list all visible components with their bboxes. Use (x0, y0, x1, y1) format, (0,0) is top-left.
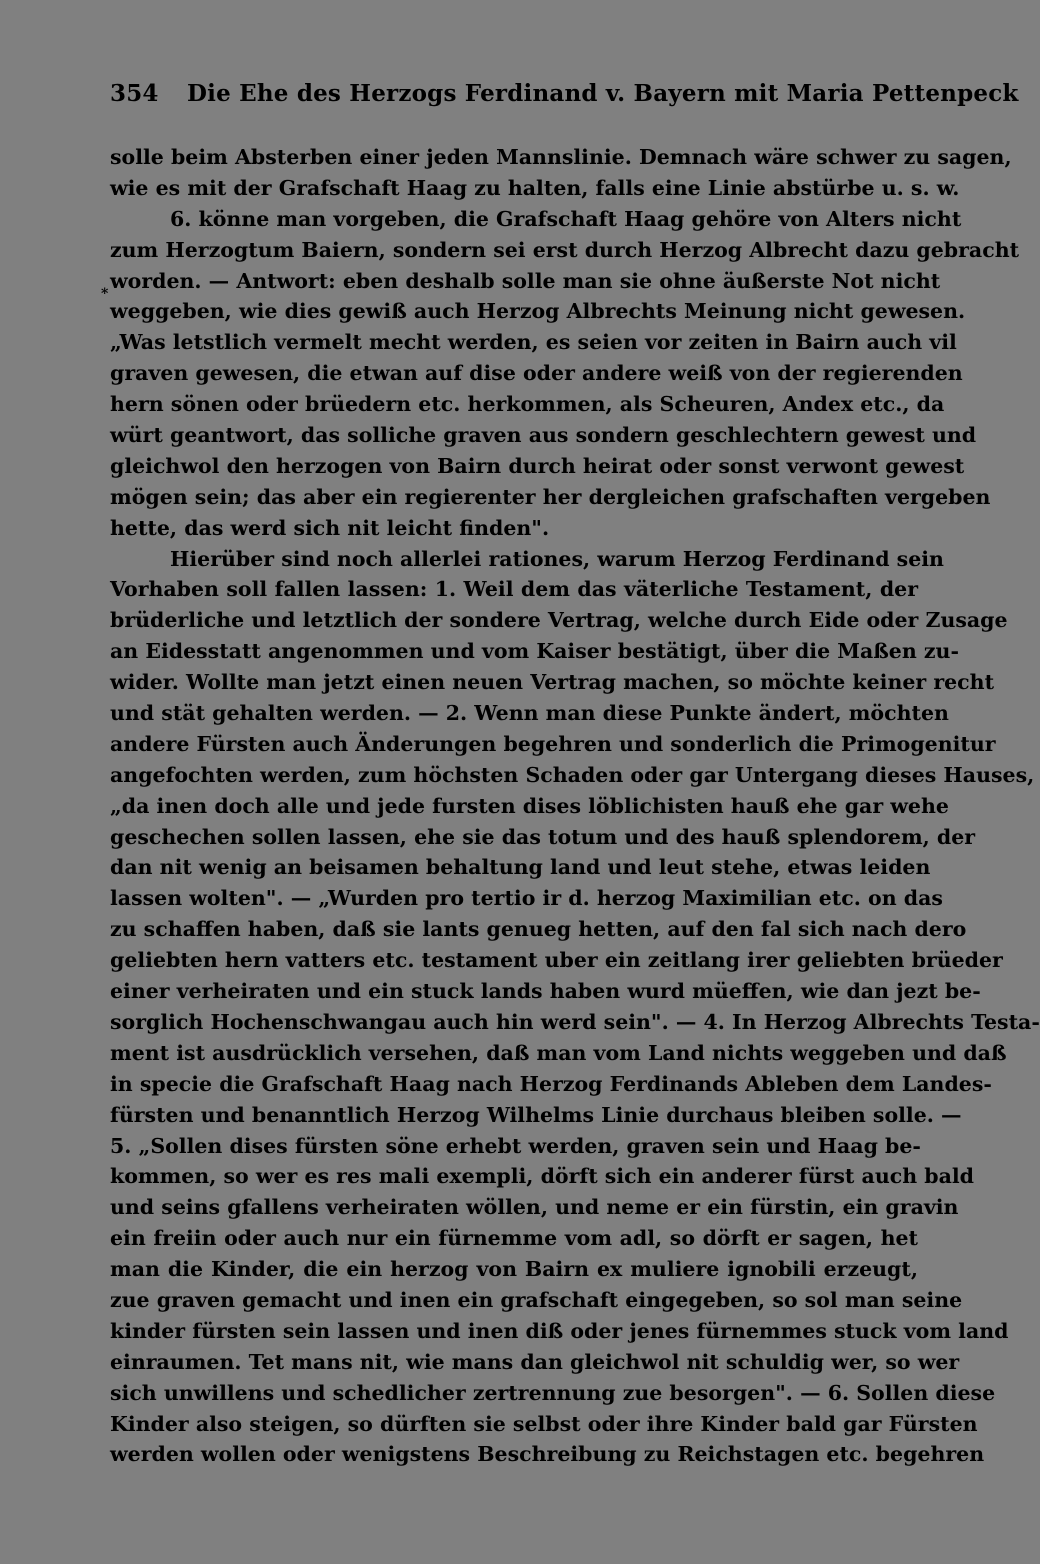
text-line: graven gewesen, die etwan auf dise oder andere weiß von der regierenden (110, 361, 963, 386)
text-line: Kinder also steigen, so dürften sie selbst oder ihre Kinder bald gar Fürsten (110, 1411, 978, 1436)
text-line: einraumen. Tet mans nit, wie mans dan gleichwol nit schuldig wer, so wer (110, 1349, 960, 1374)
text-line: in specie die Grafschaft Haag nach Herzog Ferdinands Ableben dem Landes- (110, 1071, 992, 1096)
text-line: 6. könne man vorgeben, die Grafschaft Haag gehöre von Alters nicht (170, 206, 962, 231)
text-line: dan nit wenig an beisamen behaltung land und leut stehe, etwas leiden (110, 855, 931, 880)
text-line: zum Herzogtum Baiern, sondern sei erst durch Herzog Albrecht dazu gebracht (110, 237, 1020, 262)
text-line: andere Fürsten auch Änderungen begehren und sonderlich die Primogenitur (110, 731, 996, 756)
text-line: zue graven gemacht und inen ein grafschaft eingegeben, so sol man seine (110, 1287, 963, 1312)
text-line: kinder fürsten sein lassen und inen diß oder jenes fürnemmes stuck vom land (110, 1318, 1009, 1343)
text-line: wider. Wollte man jetzt einen neuen Vertrag machen, so möchte keiner recht (110, 670, 995, 695)
text-line: werden wollen oder wenigstens Beschreibung zu Reichstagen etc. begehren (110, 1442, 985, 1467)
text-line: worden. — Antwort: eben deshalb solle man sie ohne äußerste Not nicht (110, 268, 941, 293)
text-line: Vorhaben soll fallen lassen: 1. Weil dem das väterliche Testament, der (110, 577, 918, 602)
text-line: angefochten werden, zum höchsten Schaden oder gar Untergang dieses Hauses, (110, 762, 1035, 787)
text-line: würt geantwort, das solliche graven aus sondern geschlechtern gewest und (110, 423, 977, 448)
text-line: Hierüber sind noch allerlei rationes, warum Herzog Ferdinand sein (170, 546, 944, 571)
text-line: solle beim Absterben einer jeden Mannslinie. Demnach wäre schwer zu sagen, (110, 145, 1012, 169)
text-line: und seins gfallens verheiraten wöllen, und neme er ein fürstin, ein gravin (110, 1195, 959, 1220)
text-line: sich unwillens und schedlicher zertrennung zue besorgen". — 6. Sollen diese (110, 1380, 996, 1405)
text-line: „Was letstlich vermelt mecht werden, es seien vor zeiten in Bairn auch vil (110, 330, 957, 355)
text-line: sorglich Hochenschwangau auch hin werd sein". — 4. In Herzog Albrechts Testa- (110, 1009, 1040, 1034)
text-line: hern sönen oder brüedern etc. herkommen, als Scheuren, Andex etc., da (110, 392, 945, 417)
text-line: ein freiin oder auch nur ein fürnemme vom adl, so dörft er sagen, het (110, 1226, 918, 1251)
text-line: ment ist ausdrücklich versehen, daß man vom Land nichts weggeben und daß (110, 1040, 1007, 1065)
page-number: 354 (110, 80, 159, 107)
text-line: geliebten hern vatters etc. testament uber ein zeitlang irer geliebten brüeder (110, 948, 1003, 973)
text-line: fürsten und benanntlich Herzog Wilhelms Linie durchaus bleiben solle. — (110, 1102, 962, 1127)
text-line: geschechen sollen lassen, ehe sie das totum und des hauß splendorem, der (110, 824, 976, 849)
text-line: gleichwol den herzogen von Bairn durch heirat oder sonst verwont gewest (110, 453, 965, 478)
text-line: wie es mit der Grafschaft Haag zu halten, falls eine Linie abstürbe u. s. w. (110, 175, 960, 200)
text-line: 5. „Sollen dises fürsten söne erhebt werden, graven sein und Haag be- (110, 1133, 921, 1158)
text-line: kommen, so wer es res mali exempli, dörft sich ein anderer fürst auch bald (110, 1164, 974, 1189)
text-line: und stät gehalten werden. — 2. Wenn man diese Punkte ändert, möchten (110, 701, 949, 726)
text-line: brüderliche und letztlich der sondere Vertrag, welche durch Eide oder Zusage (110, 608, 1008, 633)
text-line: einer verheiraten und ein stuck lands haben wurd müeffen, wie dan jezt be- (110, 979, 981, 1004)
text-line: man die Kinder, die ein herzog von Bairn ex muliere ignobili erzeugt, (110, 1257, 918, 1282)
text-line: hette, das werd sich nit leicht finden". (110, 515, 550, 540)
text-line: lassen wolten". — „Wurden pro tertio ir d. herzog Maximilian etc. on das (110, 886, 943, 911)
page-header (110, 80, 1019, 114)
text-line: zu schaffen haben, daß sie lants genueg hetten, auf den fal sich nach dero (110, 917, 967, 942)
running-title: Die Ehe des Herzogs Ferdinand v. Bayern mit Maria Pettenpeck (187, 80, 1019, 107)
text-line: an Eidesstatt angenommen und vom Kaiser bestätigt, über die Maßen zu- (110, 639, 959, 664)
text-line: weggeben, wie dies gewiß auch Herzog Albrechts Meinung nicht gewesen. (110, 299, 966, 324)
text-line: „da inen doch alle und jede fursten dises löblichisten hauß ehe gar wehe (110, 793, 949, 818)
body-text (110, 142, 1040, 1470)
text-line: mögen sein; das aber ein regierenter her dergleichen grafschaften vergeben (110, 484, 991, 509)
margin-mark: * (101, 286, 109, 302)
